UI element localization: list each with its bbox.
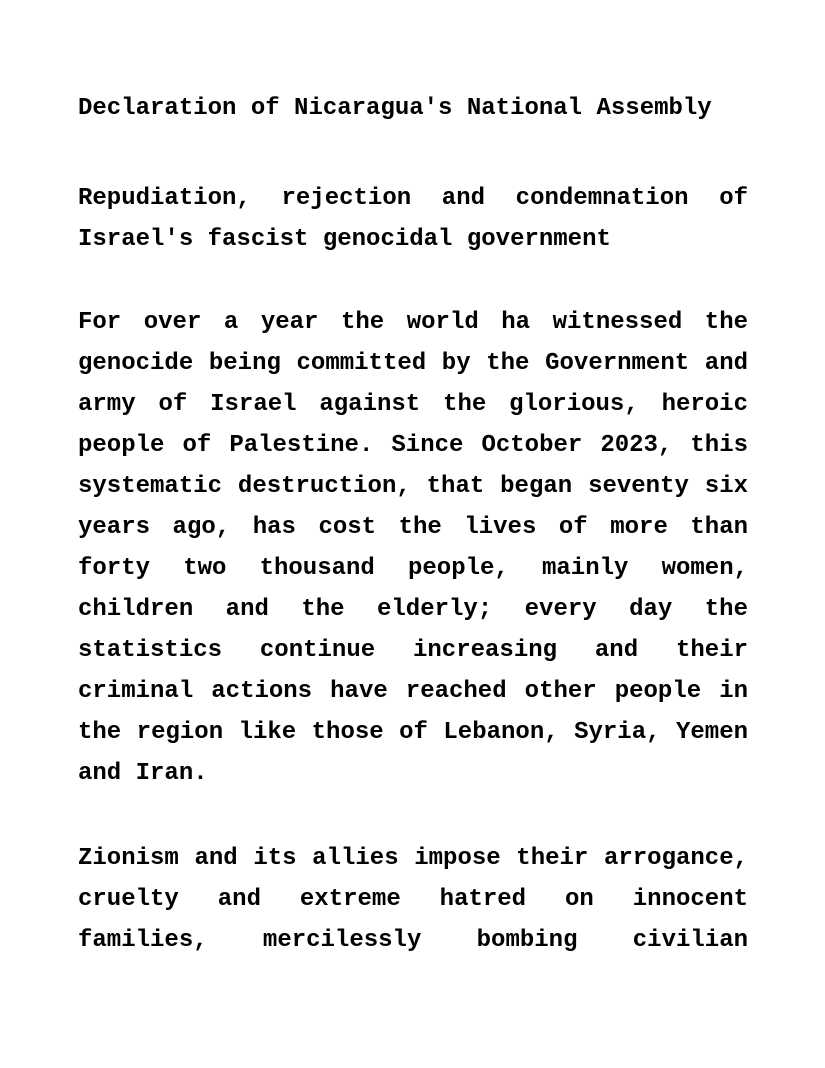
paragraph-1 [78,302,748,794]
text-line: families, mercilessly bombing civilian [78,927,748,954]
paragraph-2 [78,838,748,961]
text-line: Israel's fascist genocidal government [78,226,611,253]
document-title [78,88,748,129]
text-line: children and the elderly; every day the [78,596,748,623]
text-line: cruelty and extreme hatred on innocent [78,886,748,913]
text-line: systematic destruction, that began seventy six [78,473,748,500]
text-line: genocide being committed by the Government and [78,350,748,377]
text-line: the region like those of Lebanon, Syria, Yemen [78,719,748,746]
text-line: Zionism and its allies impose their arrogance, [78,845,748,872]
text-line: criminal actions have reached other people in [78,678,748,705]
text-line: forty two thousand people, mainly women, [78,555,748,582]
text-line: statistics continue increasing and their [78,637,748,664]
text-line: years ago, has cost the lives of more than [78,514,748,541]
document-subtitle [78,178,748,260]
text-line: people of Palestine. Since October 2023, this [78,432,748,459]
text-line: Repudiation, rejection and condemnation of [78,185,748,212]
title-line: Declaration of Nicaragua's National Assembly [78,95,712,122]
text-line: and Iran. [78,760,208,787]
text-line: army of Israel against the glorious, heroic [78,391,748,418]
text-line: For over a year the world ha witnessed the [78,309,748,336]
